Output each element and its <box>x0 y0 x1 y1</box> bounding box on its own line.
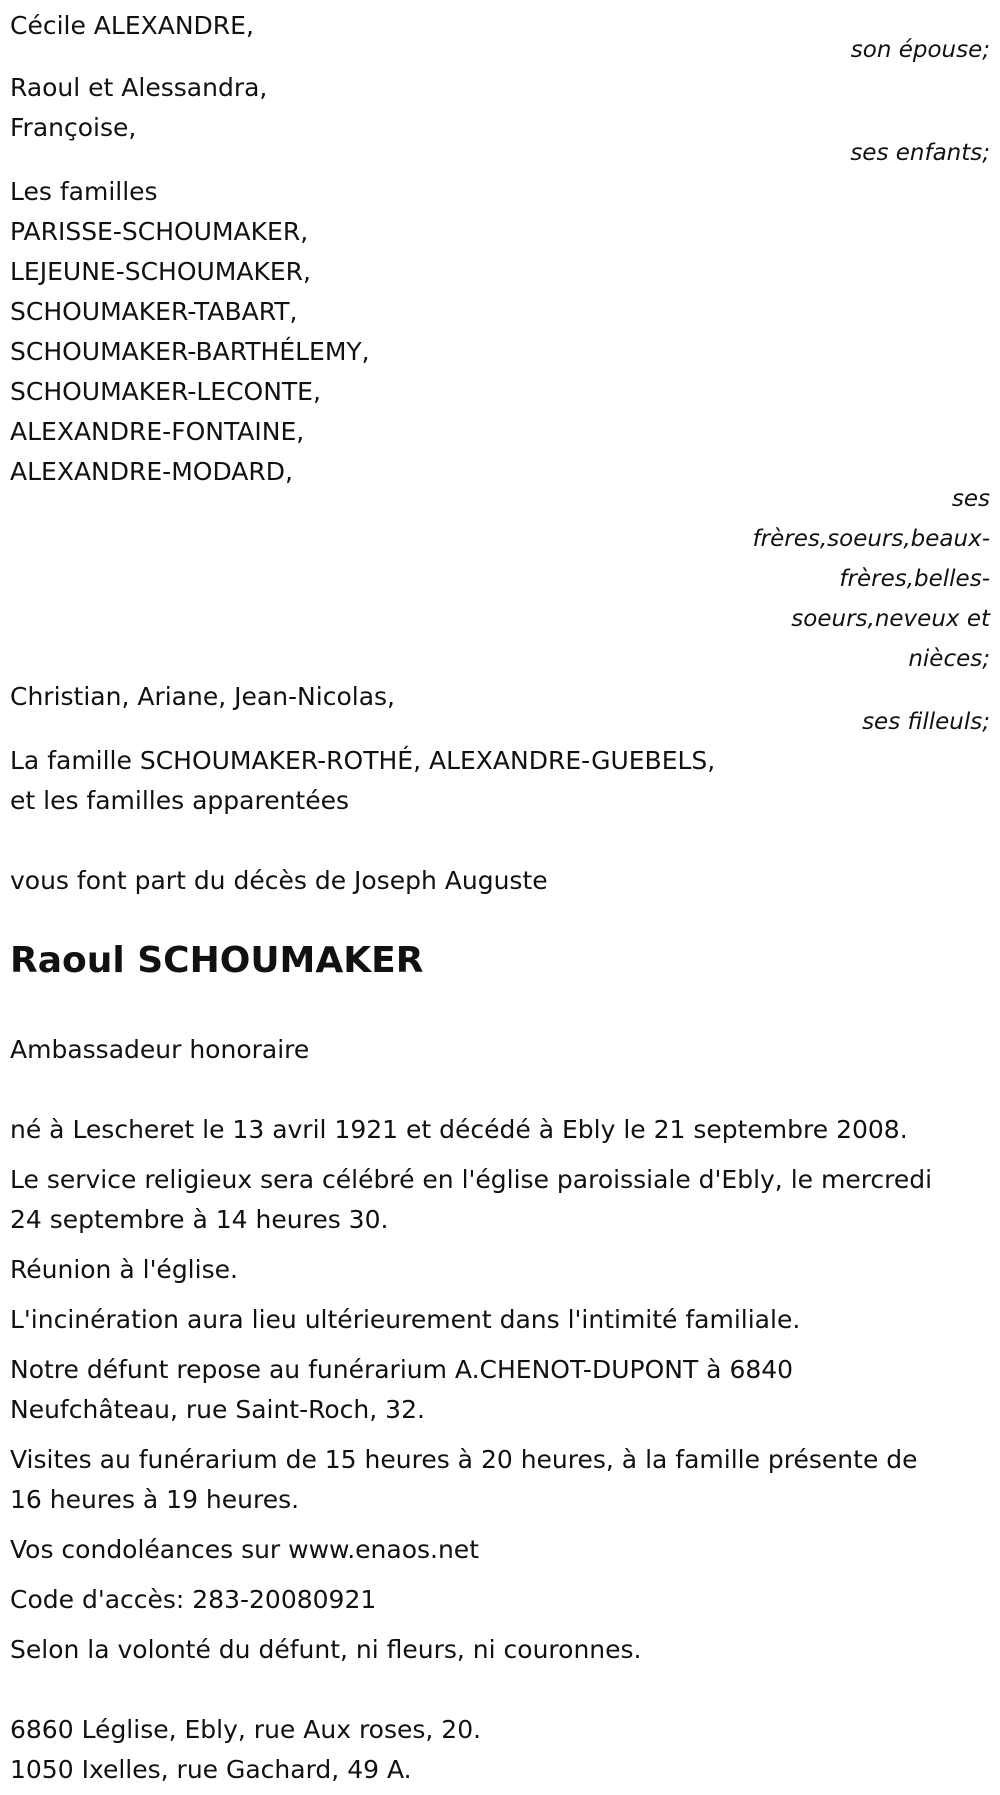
address-line: 6860 Léglise, Ebly, rue Aux roses, 20. <box>10 1715 482 1744</box>
children-role: ses enfants; <box>850 140 990 166</box>
families-role-line: ses <box>951 486 990 512</box>
deceased-name: Raoul SCHOUMAKER <box>10 940 424 981</box>
wife-name: Cécile ALEXANDRE, <box>10 11 254 40</box>
families-role-line: nièces; <box>908 646 990 672</box>
families-role-line: frères,belles- <box>839 566 990 592</box>
families-role-line: soeurs,neveux et <box>791 606 990 632</box>
service-line: 24 septembre à 14 heures 30. <box>10 1205 389 1234</box>
birth-death-line: né à Lescheret le 13 avril 1921 et décédé à Ebly le 21 septembre 2008. <box>10 1115 908 1144</box>
announcement: vous font part du décès de Joseph Auguste <box>10 866 548 895</box>
visits-line: Visites au funérarium de 15 heures à 20 heures, à la famille présente de <box>10 1445 918 1474</box>
repose-line: Neufchâteau, rue Saint-Roch, 32. <box>10 1395 425 1424</box>
child-name: Françoise, <box>10 113 137 142</box>
condolences-line: Vos condoléances sur www.enaos.net <box>10 1535 479 1564</box>
access-code-line: Code d'accès: 283-20080921 <box>10 1585 377 1614</box>
meeting-line: Réunion à l'église. <box>10 1255 238 1284</box>
service-line: Le service religieux sera célébré en l'église paroissiale d'Ebly, le mercredi <box>10 1165 933 1194</box>
wife-role: son épouse; <box>850 37 990 63</box>
cremation-line: L'incinération aura lieu ultérieurement dans l'intimité familiale. <box>10 1305 801 1334</box>
child-name: Raoul et Alessandra, <box>10 73 268 102</box>
family-name: ALEXANDRE-FONTAINE, <box>10 417 305 446</box>
families-intro: Les familles <box>10 177 158 206</box>
flowers-line: Selon la volonté du défunt, ni fleurs, ni couronnes. <box>10 1635 642 1664</box>
repose-line: Notre défunt repose au funérarium A.CHENOT-DUPONT à 6840 <box>10 1355 794 1384</box>
deceased-title: Ambassadeur honoraire <box>10 1035 310 1064</box>
family-name: SCHOUMAKER-LECONTE, <box>10 377 321 406</box>
address-line: 1050 Ixelles, rue Gachard, 49 A. <box>10 1755 412 1784</box>
family-name: SCHOUMAKER-TABART, <box>10 297 298 326</box>
families-role-line: frères,soeurs,beaux- <box>752 526 990 552</box>
godchildren-role: ses filleuls; <box>862 709 990 735</box>
family-name: PARISSE-SCHOUMAKER, <box>10 217 309 246</box>
visits-line: 16 heures à 19 heures. <box>10 1485 300 1514</box>
family-name: SCHOUMAKER-BARTHÉLEMY, <box>10 337 370 366</box>
related-families-line: La famille SCHOUMAKER-ROTHÉ, ALEXANDRE-GUEBELS, <box>10 746 716 775</box>
godchildren-names: Christian, Ariane, Jean-Nicolas, <box>10 682 395 711</box>
family-name: LEJEUNE-SCHOUMAKER, <box>10 257 311 286</box>
related-families-line: et les familles apparentées <box>10 786 350 815</box>
family-name: ALEXANDRE-MODARD, <box>10 457 293 486</box>
